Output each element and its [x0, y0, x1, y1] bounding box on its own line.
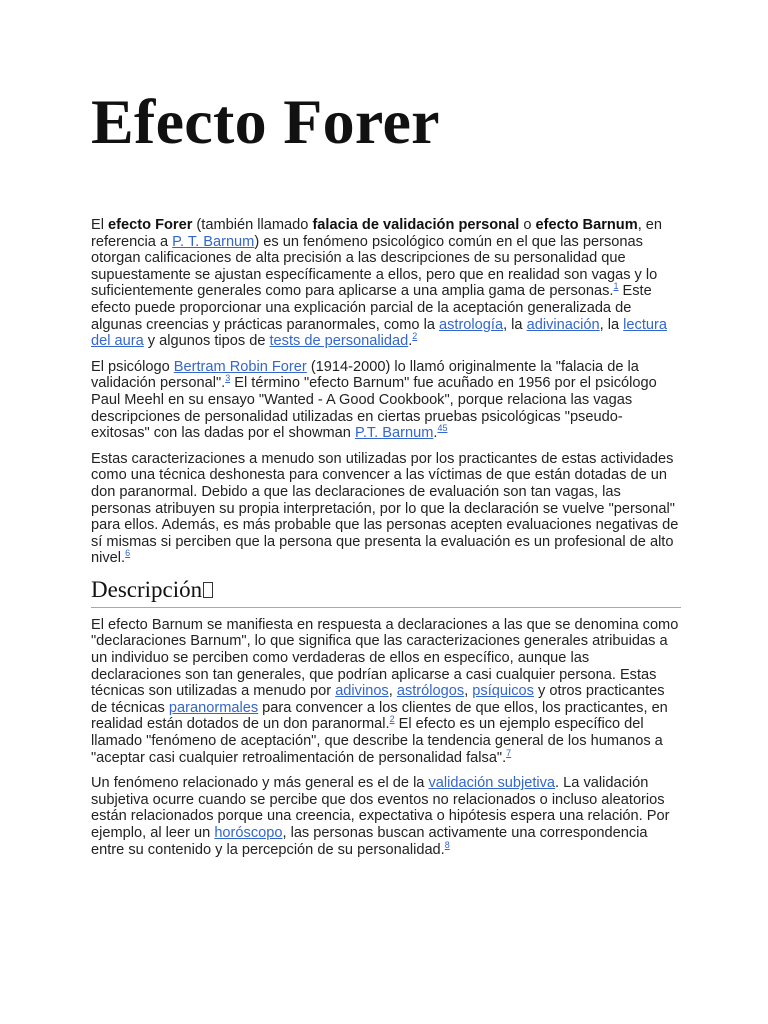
text: o	[519, 217, 536, 233]
text: El término "efecto Barnum" fue acuñado en 1956 por el psicólogo Paul Meehl en su ensayo "Wanted - A Good Cookbook", porque relaciona las vagas descripciones de personalidad utilizadas en ciertas pruebas psicológicas "pseudo-exitosas" con las dadas por el showman	[91, 375, 657, 442]
article-body	[91, 217, 681, 867]
reference-link-2[interactable]: 2	[412, 331, 418, 342]
text: , la	[599, 316, 624, 333]
reference-link-1[interactable]: 1	[613, 281, 619, 292]
link-astrologos[interactable]: astrólogos	[396, 683, 465, 700]
text: y otros practicantes de técnicas	[91, 683, 665, 716]
text: para convencer a los clientes de que ellos, los practicantes, en realidad están dotados de un don paranormal.	[91, 699, 668, 733]
link-pt-barnum[interactable]: P. T. Barnum	[172, 233, 255, 250]
text: , las personas buscan activamente una correspondencia entre su contenido y la percepción de su personalidad.	[91, 825, 648, 858]
section-heading-text: Descripción	[91, 576, 203, 602]
text: El efecto Barnum se manifiesta en respuesta a declaraciones a las que se denomina como "declaraciones Barnum", lo que significa que las caracterizaciones generales atribuidas a un individuo se perciben como verdaderas de ellos en específico, aunque las declaraciones son tan generales, que podrían aplicarse a casi cualquier persona. Estas técnicas son utilizadas a menudo por	[91, 616, 679, 700]
intro-paragraph	[91, 217, 681, 350]
text: El	[91, 217, 109, 233]
section-heading-descripcion	[91, 576, 681, 608]
text: .	[408, 333, 413, 350]
reference-link-6[interactable]: 6	[125, 548, 131, 559]
forer-paragraph	[91, 359, 681, 442]
text: (también llamado	[192, 217, 313, 233]
text: Este efecto puede proporcionar una explicación parcial de la aceptación generalizada de algunas creencias y prácticas paranormales, como la	[91, 283, 652, 333]
bold-term-efecto-forer: efecto Forer	[108, 217, 193, 233]
link-validacion-subjetiva[interactable]: validación subjetiva	[428, 775, 556, 792]
text: ,	[464, 683, 473, 700]
link-bertram-robin-forer[interactable]: Bertram Robin Forer	[173, 358, 307, 375]
reference-link-2b[interactable]: 2	[389, 714, 395, 725]
link-adivinacion[interactable]: adivinación	[526, 316, 600, 333]
link-paranormales[interactable]: paranormales	[168, 699, 259, 716]
characterizations-paragraph	[91, 451, 681, 567]
link-tests-de-personalidad[interactable]: tests de personalidad	[269, 333, 409, 350]
text: .	[433, 425, 438, 442]
text: , en referencia a	[91, 217, 663, 250]
text: Un fenómeno relacionado y más general es el de la	[91, 775, 429, 792]
link-horoscopo[interactable]: horóscopo	[214, 825, 283, 841]
text: El efecto es un ejemplo específico del llamado "fenómeno de aceptación", que describe la tendencia general de los humanos a "aceptar casi cualquier retroalimentación de personalidad falsa".	[91, 716, 663, 766]
link-lectura-del-aura[interactable]: lectura del aura	[91, 316, 667, 350]
link-pt-barnum-2[interactable]: P.T. Barnum	[354, 425, 434, 442]
text: . La validación subjetiva ocurre cuando se percibe que dos eventos no relacionados o incluso aleatorios están relacionados porque una creencia, expectativa o hipótesis espera una relación. Por ejemplo, al leer un	[91, 775, 670, 841]
page-title: Efecto Forer	[91, 86, 440, 157]
text: El psicólogo	[91, 358, 174, 375]
reference-link-7[interactable]: 7	[506, 747, 512, 758]
reference-link-3[interactable]: 3	[225, 373, 231, 384]
reference-link-8[interactable]: 8	[444, 839, 450, 850]
bold-term-efecto-barnum: efecto Barnum	[535, 217, 638, 233]
bold-term-falacia: falacia de validación personal	[312, 217, 520, 233]
reference-link-45[interactable]: 45	[437, 423, 448, 434]
description-paragraph	[91, 617, 681, 766]
link-adivinos[interactable]: adivinos	[335, 683, 389, 700]
edit-section-icon[interactable]	[203, 582, 213, 598]
text: (1914-2000) lo llamó originalmente la "falacia de la validación personal".	[91, 358, 639, 392]
text: y algunos tipos de	[143, 333, 270, 350]
text: Estas caracterizaciones a menudo son utilizadas por los practicantes de estas actividades como una técnica deshonesta para convencer a las víctimas de que están dotadas de un don paranormal. Debido a que las declaraciones de evaluación son tan vagas, las personas atribuyen su propia interpretación, por lo que la declaración se vuelve "personal" para ellos. Además, es más probable que las personas acepten evaluaciones negativas de sí mismas si perciben que la persona que presenta la evaluación es un profesional de alto nivel.	[91, 450, 679, 567]
subjective-validation-paragraph	[91, 775, 681, 858]
link-astrologia[interactable]: astrología	[438, 316, 504, 333]
link-psiquicos[interactable]: psíquicos	[472, 683, 534, 700]
text: ,	[388, 683, 397, 700]
text: ) es un fenómeno psicológico común en el que las personas otorgan calificaciones de alta precisión a las descripciones de su personalidad que supuestamente se ajustan específicamente a ellos, pero que en realidad son vagas y lo suficientemente generales como para aplicarse a una amplia gama de personas.	[91, 233, 658, 300]
text: , la	[503, 316, 527, 333]
